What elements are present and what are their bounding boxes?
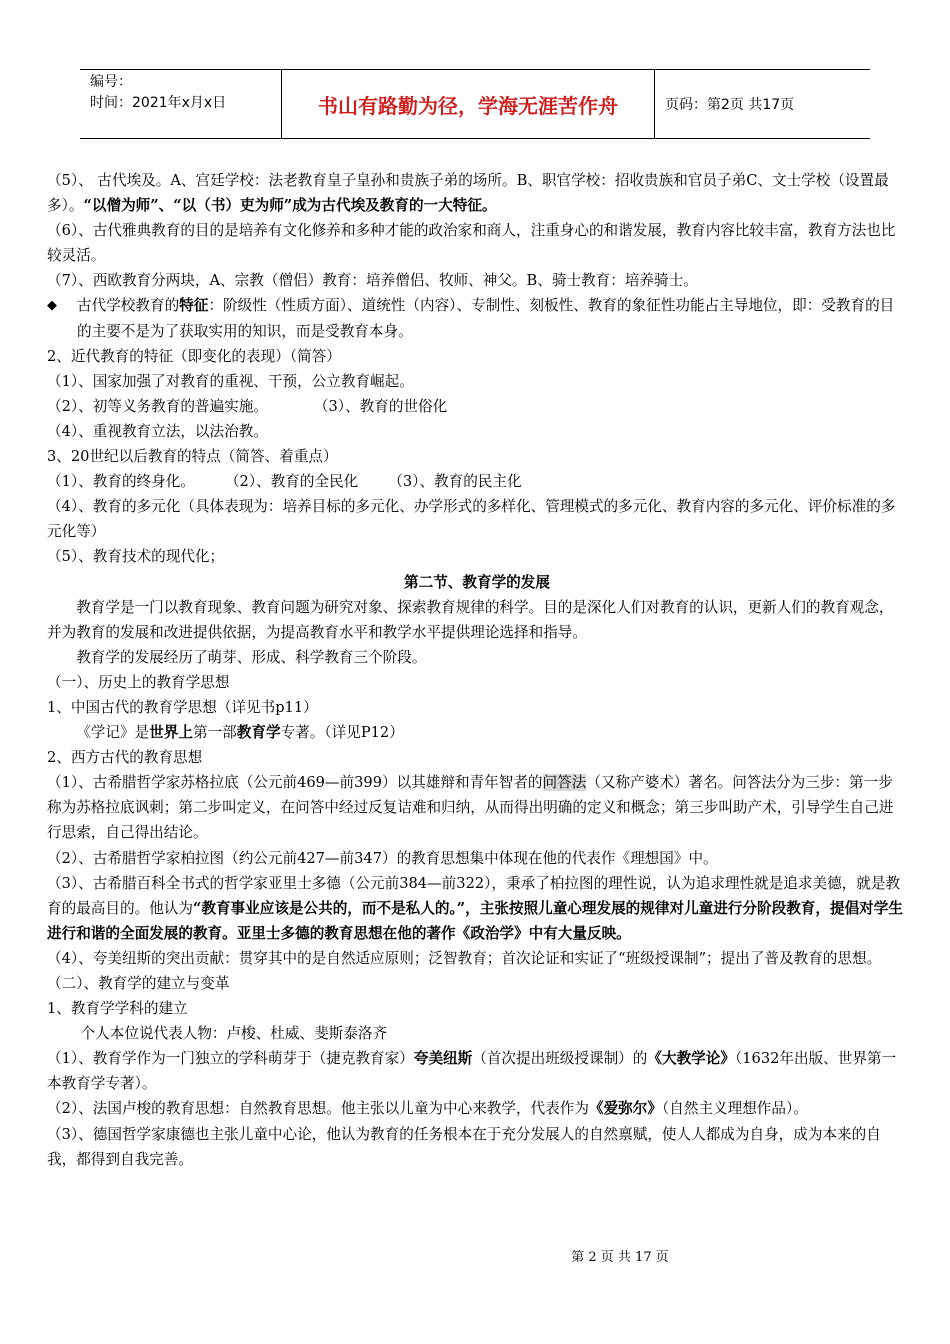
heading-discipline: 1、教育学学科的建立 bbox=[47, 1000, 188, 1018]
heading-west: 2、西方古代的教育思想 bbox=[47, 749, 203, 767]
paragraph-comenius: （1）、教育学作为一门独立的学科萌芽于（捷克教育家）夸美纽斯（首次提出班级授课制）的《大教学论》（1632年出版、世界第一本教育学专著）。 bbox=[47, 1050, 897, 1093]
paragraph-xueji: 《学记》是世界上第一部教育学专著。（详见P12） bbox=[76, 724, 404, 742]
paragraph-aristotle: （3）、古希腊百科全书式的哲学家亚里士多德（公元前384—前322），秉承了柏拉图的理性说，认为追求理性就是追求美德，就是教育的最高目的。他认为“教育事业应该是公共的，而不是私人的。”，主张按照儿童心理发展的规律对儿童进行分阶段教育，提倡对学生进行和谐的全面发展的教育。亚里士多德的教育思想在他的著作《政治学》中有大量反映。 bbox=[47, 874, 903, 942]
header-page-label: 页码：第2页 共17页 bbox=[665, 97, 795, 113]
modern-item-4: （4）、重视教育立法，以法治教。 bbox=[47, 422, 268, 440]
paragraph-west-europe: （7）、西欧教育分两块，A、宗教（僧侣）教育：培养僧侣、牧师、神父。B、骑士教育：培养骑士。 bbox=[47, 272, 698, 290]
heading-establishment: （二）、教育学的建立与变革 bbox=[47, 975, 230, 992]
heading-modern: 2、近代教育的特征（即变化的表现）（简答） bbox=[47, 347, 341, 365]
paragraph-egypt: （5）、 古代埃及。A、宫廷学校：法老教育皇子皇孙和贵族子弟的场所。B、职官学校：招收贵族和官员子弟C、文士学校（设置最多）。“以僧为师”、“以（书）吏为师”成为古代埃及教育的一大特征。 bbox=[47, 172, 889, 215]
modern-item-2-3: （2）、初等义务教育的普遍实施。 （3）、教育的世俗化 bbox=[47, 397, 448, 415]
paragraph-kant: （3）、德国哲学家康德也主张儿童中心论，他认为教育的任务根本在于充分发展人的自然禀赋，使人人都成为自身，成为本来的自我，都得到自我完善。 bbox=[47, 1125, 881, 1168]
c20-item-5: （5）、教育技术的现代化； bbox=[47, 548, 225, 566]
c20-item-4: （4）、教育的多元化（具体表现为：培养目标的多元化、办学形式的多样化、管理模式的多元化、教育内容的多元化、评价标准的多元化等） bbox=[47, 498, 896, 541]
heading-china: 1、中国古代的教育学思想（详见书p11） bbox=[47, 698, 318, 716]
document-body bbox=[47, 168, 907, 1172]
page-header bbox=[80, 69, 870, 139]
page-footer: 第 2 页 共 17 页 bbox=[571, 1250, 669, 1265]
paragraph-comenius-contribution: （4）、夸美纽斯的突出贡献：贯穿其中的是自然适应原则；泛智教育；首次论证和实证了“班级授课制”；提出了普及教育的思想。 bbox=[47, 949, 882, 967]
header-number-label: 编号： bbox=[90, 74, 132, 90]
bullet-ancient-features: ◆ 古代学校教育的特征：阶级性（性质方面）、道统性（内容）、专制性、刻板性、教育的象征性功能占主导地位，即：受教育的目的主要不是为了获取实用的知识，而是受教育本身。 bbox=[47, 293, 907, 343]
paragraph-socrates: （1）、古希腊哲学家苏格拉底（公元前469—前399）以其雄辩和青年智者的问答法（又称产婆术）著名。问答法分为三步：第一步称为苏格拉底讽刺；第二步叫定义，在问答中经过反复诘难和归纳，从而得出明确的定义和概念；第三步叫助产术，引导学生自己进行思索，自己得出结论。 bbox=[47, 774, 894, 842]
modern-item-1: （1）、国家加强了对教育的重视、干预，公立教育崛起。 bbox=[47, 372, 414, 390]
header-time-label: 时间：2021年x月x日 bbox=[90, 95, 227, 111]
header-motto: 书山有路勤为径，学海无涯苦作舟 bbox=[282, 70, 655, 138]
paragraph-rousseau: （2）、法国卢梭的教育思想：自然教育思想。他主张以儿童为中心来教学，代表作为《爱弥尔》（自然主义理想作品）。 bbox=[47, 1100, 808, 1118]
paragraph-stages: 教育学的发展经历了萌芽、形成、科学教育三个阶段。 bbox=[76, 648, 427, 666]
section-title: 第二节、教育学的发展 bbox=[404, 573, 550, 591]
diamond-bullet-icon: ◆ bbox=[47, 298, 57, 314]
c20-items-1-3: （1）、教育的终身化。 （2）、教育的全民化 （3）、教育的民主化 bbox=[47, 473, 522, 491]
highlighted-term: 问答法 bbox=[542, 774, 587, 792]
header-meta bbox=[80, 70, 282, 138]
paragraph-representatives: 个人本位说代表人物：卢梭、杜威、斐斯泰洛齐 bbox=[80, 1025, 388, 1043]
heading-history: （一）、历史上的教育学思想 bbox=[47, 673, 230, 691]
heading-20th-century: 3、20世纪以后教育的特点（简答、着重点） bbox=[47, 448, 338, 466]
paragraph-pedagogy-definition: 教育学是一门以教育现象、教育问题为研究对象、探索教育规律的科学。目的是深化人们对教育的认识，更新人们的教育观念，并为教育的发展和改进提供依据，为提高教育水平和教学水平提供理论选择和指导。 bbox=[47, 598, 894, 641]
paragraph-plato: （2）、古希腊哲学家柏拉图（约公元前427—前347）的教育思想集中体现在他的代表作《理想国》中。 bbox=[47, 849, 718, 867]
paragraph-athens: （6）、古代雅典教育的目的是培养有文化修养和多种才能的政治家和商人，注重身心的和谐发展，教育内容比较丰富，教育方法也比较灵活。 bbox=[47, 222, 896, 265]
